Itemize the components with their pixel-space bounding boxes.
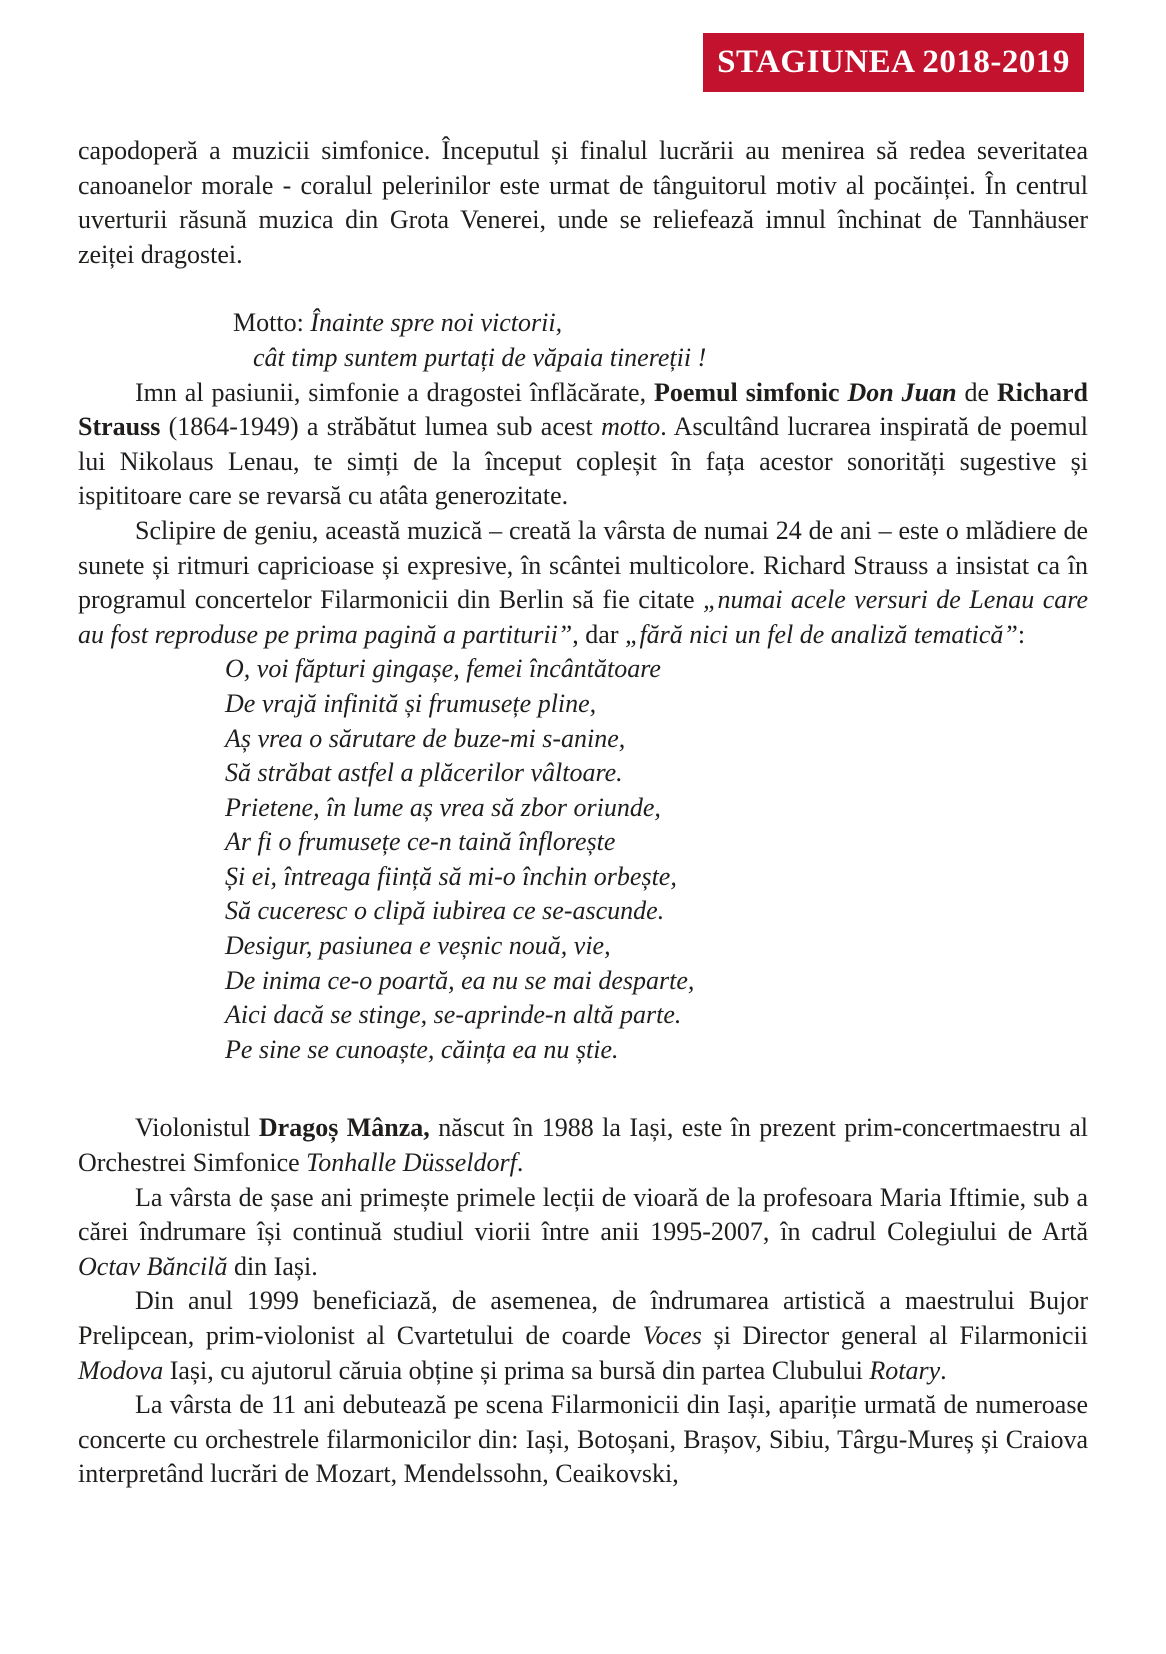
text-run: Tonhalle Düsseldorf <box>306 1148 517 1178</box>
poem-line: Să străbat astfel a plăcerilor vâltoare. <box>225 758 623 788</box>
poem-line: Aici dacă se stinge, se-aprinde-n altă parte. <box>225 1000 682 1030</box>
text-run: , dar <box>572 619 625 649</box>
text-run: Din anul 1999 beneficiază, de asemenea, de îndrumarea artistică a maestrului Bujor Prelipcean, prim-violonist al Cvartetului de coarde <box>78 1286 1088 1350</box>
poem-line: Pe sine se cunoaște, căința ea nu știe. <box>225 1034 619 1064</box>
text-run: motto <box>601 412 661 442</box>
text-run: „numai acele versuri de Lenau care au fost reproduse pe prima pagină a partiturii” <box>78 585 1088 649</box>
text-run: Don Juan <box>847 377 957 407</box>
paragraph <box>78 134 1088 272</box>
motto-line <box>233 306 1088 341</box>
motto-line <box>253 341 1088 376</box>
poem-line: Prietene, în lume aș vrea să zbor oriunde, <box>225 792 661 822</box>
text-run: Modova <box>78 1355 164 1385</box>
text-run: Poemul simfonic <box>654 377 848 407</box>
text-run: Octav Băncilă <box>78 1251 228 1281</box>
text-run: Motto: <box>233 308 311 338</box>
text-run: Richard Strauss <box>78 377 1089 442</box>
text-run: La vârsta de șase ani primește primele lecții de vioară de la profesoara Maria Iftimie, sub a cărei îndrumare își continuă studiul viorii între anii 1995-2007, în cadrul Colegiului de Artă <box>78 1182 1088 1247</box>
paragraph <box>78 376 1088 514</box>
paragraph <box>78 1388 1088 1492</box>
text-run: capodoperă a muzicii simfonice. Începutul și finalul lucrării au menirea să redea severitatea canoanelor morale - coralul pelerinilor este urmat de tânguitorul motiv al pocăinței. În centrul uverturii răsună muzica din Grota Venerei, unde se reliefează imnul închinat de Tannhäuser zeiței dragostei. <box>78 136 1088 269</box>
text-run: Imn al pasiunii, simfonie a dragostei înflăcărate, <box>135 377 654 407</box>
motto <box>233 306 1088 375</box>
text-run: Sclipire de geniu, această muzică – creată la vârsta de numai 24 de ani – este o mlădiere de sunete și ritmuri capricioase și expresive, în scântei multicolore. Richard Strauss a insistat ca în programul concertelor Filarmonicii din Berlin să fie citate <box>78 515 1088 615</box>
paragraph <box>78 514 1088 652</box>
text-run: din Iași. <box>227 1251 318 1281</box>
paragraph <box>78 1284 1088 1388</box>
poem-line: Să cuceresc o clipă iubirea ce se-ascunde. <box>225 896 665 926</box>
text-run: : <box>1017 619 1026 649</box>
text-run: . <box>516 1148 524 1178</box>
poem-line: Desigur, pasiunea e veșnic nouă, vie, <box>225 931 611 961</box>
poem-line: Ar fi o frumusețe ce-n taină înflorește <box>225 827 616 857</box>
poem-line: Și ei, întreaga ființă să mi-o închin orbește, <box>225 861 677 891</box>
text-run: La vârsta de 11 ani debutează pe scena Filarmonicii din Iași, apariție urmată de numeroase concerte cu orchestrele filarmonicilor din: Iași, Botoșani, Brașov, Sibiu, Târgu-Mureș și Craiova interpretând lucrări de Mozart, Mendelssohn, Ceaikovski, <box>78 1390 1088 1489</box>
text-run: . Ascultând lucrarea inspirată de poemul lui Nikolaus Lenau, te simți de la început copleșit în fața acestor sonorități sugestive și ispititoare care se revarsă cu atâta generozitate. <box>78 412 1088 511</box>
text-run: de <box>956 377 998 407</box>
season-banner <box>703 33 1084 92</box>
poem-line: O, voi făpturi gingașe, femei încântătoare <box>225 654 661 684</box>
text-run: Voces <box>642 1321 702 1350</box>
text-run: Înainte spre noi victorii, <box>310 308 563 338</box>
text-run: născut în 1988 la Iași, este în prezent prim-concertmaestru al Orchestrei Simfonice <box>78 1113 1088 1178</box>
poem <box>225 652 1088 1067</box>
text-run: și Director general al Filarmonicii <box>701 1321 1088 1350</box>
text-run: Dragoș Mânza, <box>258 1113 430 1143</box>
text-run: Violonistul <box>135 1113 259 1143</box>
paragraph <box>78 1111 1088 1180</box>
season-banner-label: STAGIUNEA 2018-2019 <box>717 44 1070 80</box>
poem-line: De vrajă infinită și frumusețe pline, <box>225 688 597 718</box>
text-run: (1864-1949) a străbătut lumea sub acest <box>160 412 602 442</box>
paragraph <box>78 1181 1088 1285</box>
text-run: „fără nici un fel de analiză tematică” <box>624 619 1018 649</box>
text-run: cât timp suntem purtați de văpaia tinereții ! <box>253 342 707 372</box>
text-run: Rotary <box>869 1355 941 1385</box>
section-gap <box>78 1067 1088 1111</box>
poem-line: Aș vrea o sărutare de buze-mi s-anine, <box>225 723 626 753</box>
text-run: Iași, cu ajutorul căruia obține și prima sa bursă din partea Clubului <box>163 1355 870 1385</box>
poem-line: De inima ce-o poartă, ea nu se mai desparte, <box>225 965 695 995</box>
document-body <box>78 134 1088 1492</box>
text-run: . <box>940 1355 947 1385</box>
